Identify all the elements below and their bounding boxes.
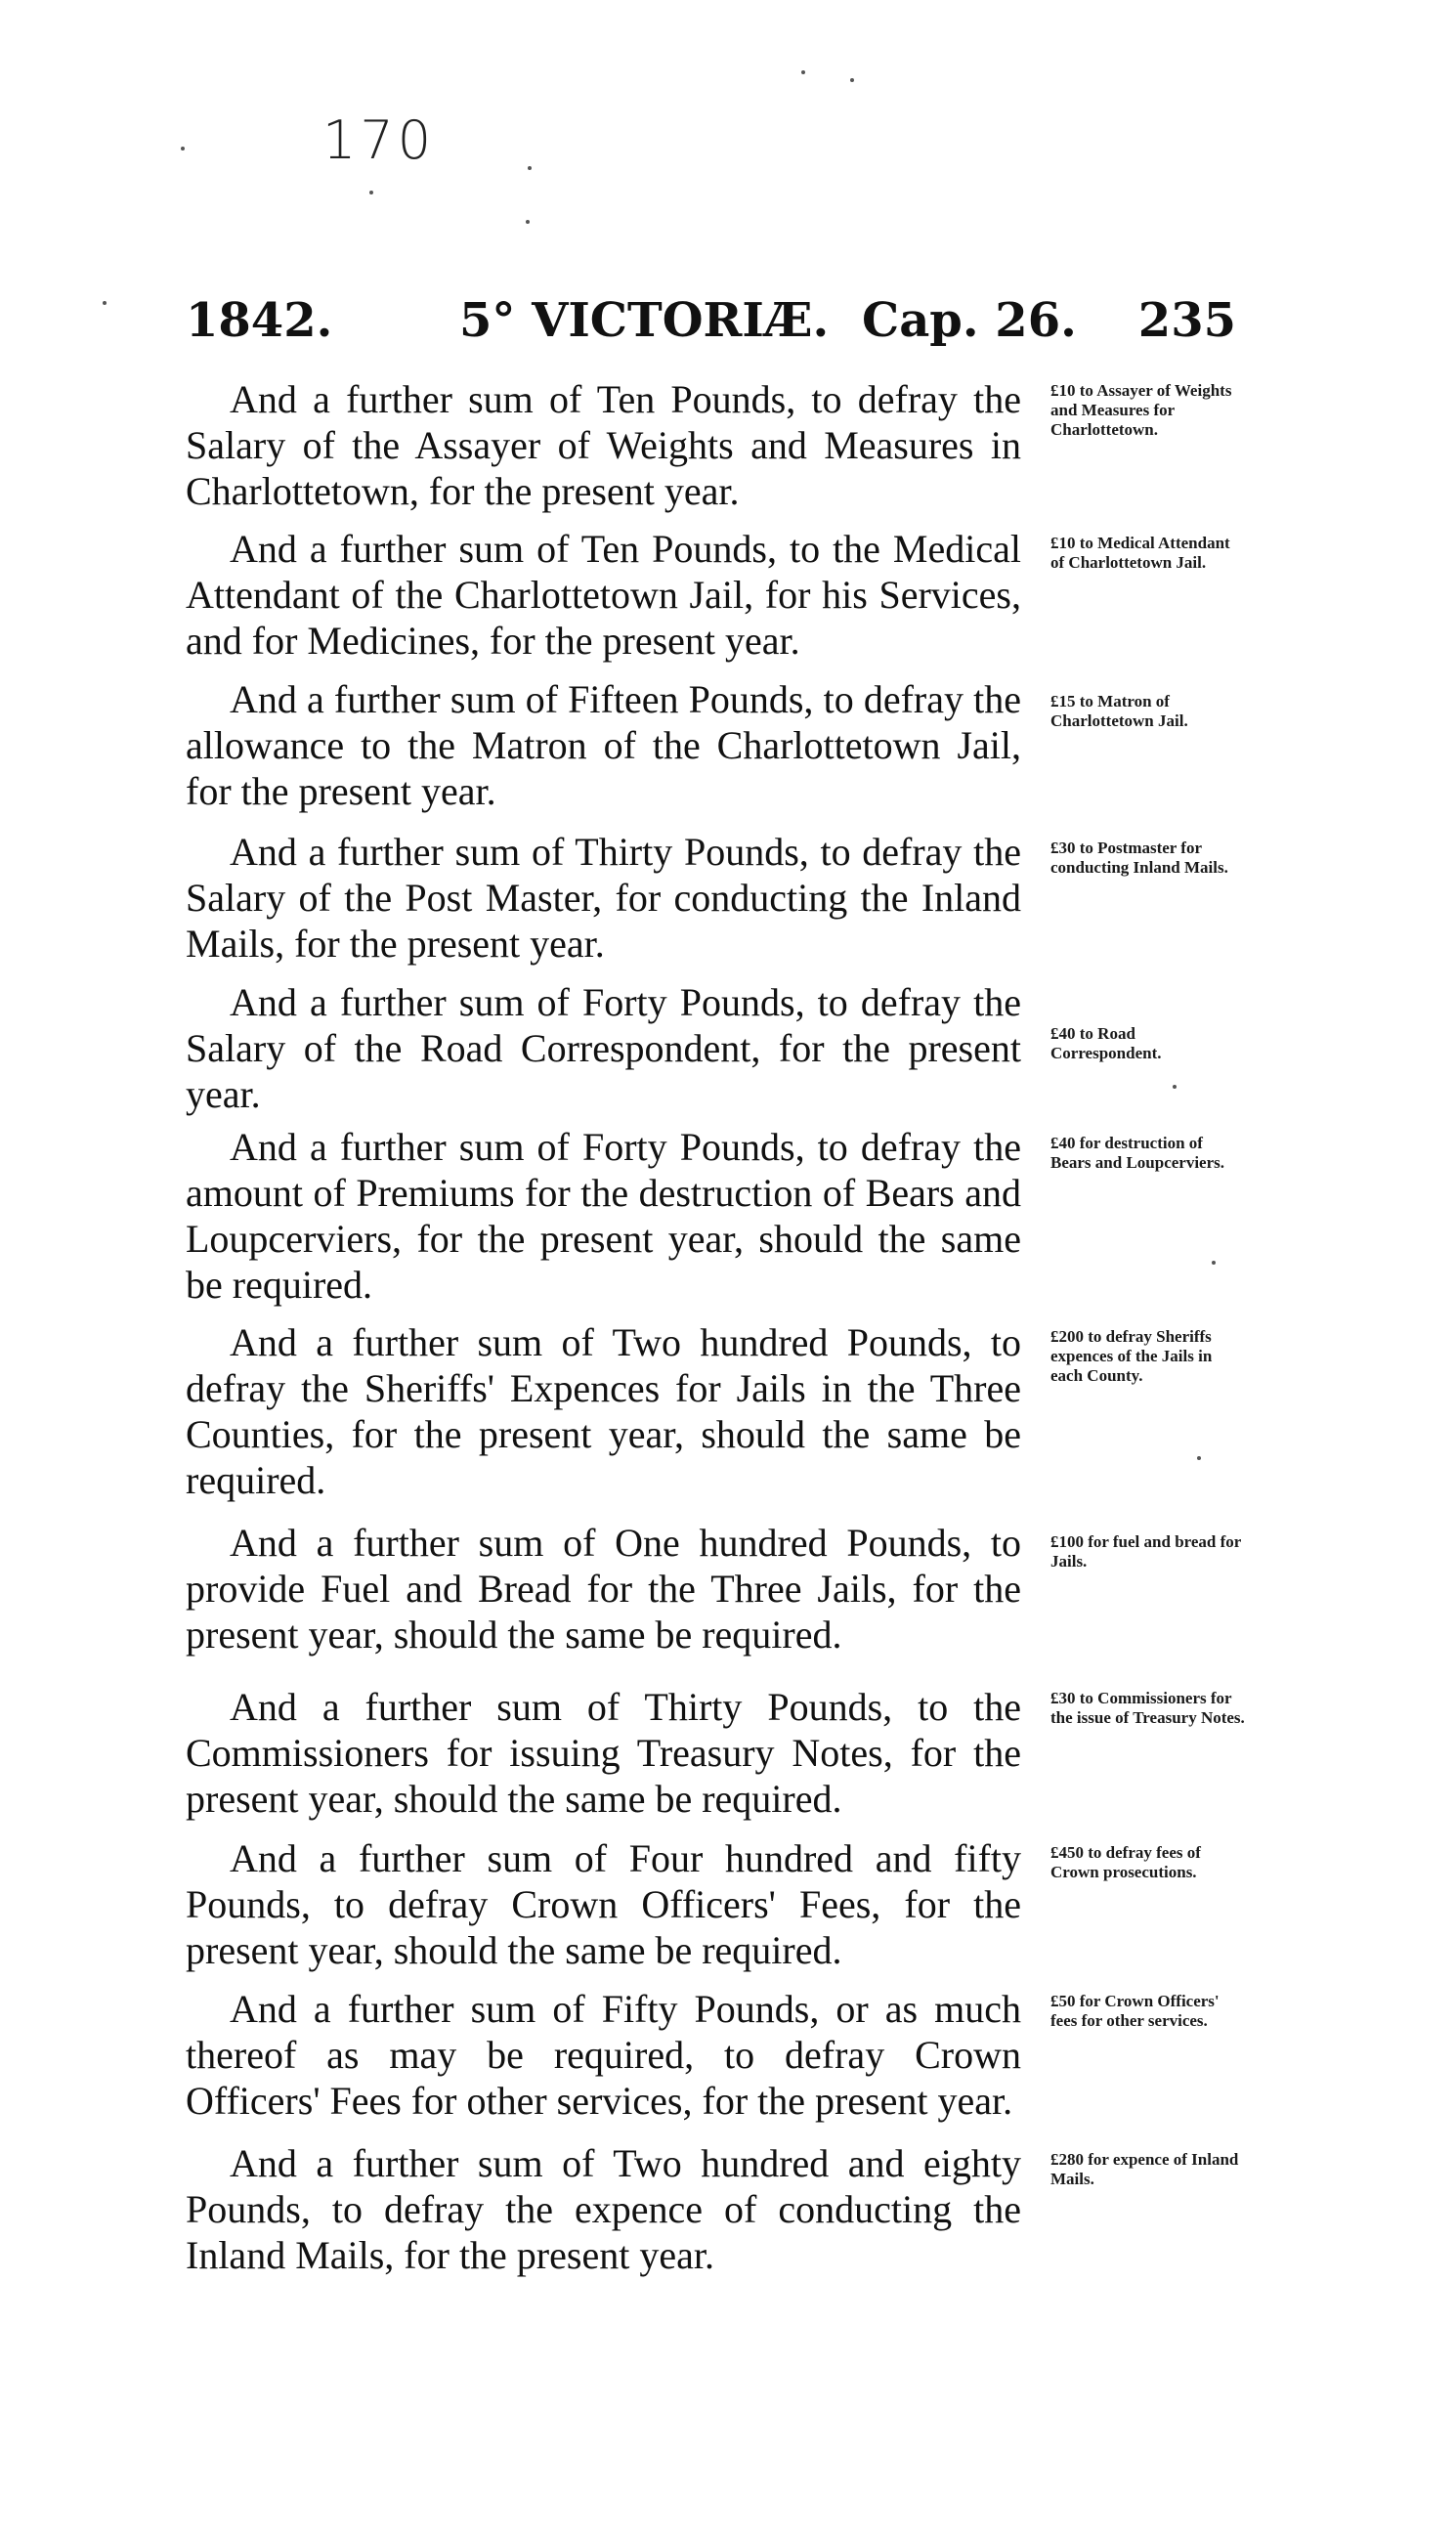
paragraph: And a further sum of One hundred Pounds, to provide Fuel and Bread for the Three Jails, for the present year, should the same be required. <box>186 1521 1021 1657</box>
paragraph: And a further sum of Fifteen Pounds, to defray the allowance to the Matron of the Charlottetown Jail, for the present year. <box>186 677 1021 813</box>
margin-note: £280 for expence of Inland Mails. <box>1050 2150 1239 2188</box>
paragraph: And a further sum of Thirty Pounds, to the Commissioners for issuing Treasury Notes, for the present year, should the same be required. <box>186 1685 1021 1821</box>
scan-speck <box>1212 1261 1216 1265</box>
header-year: 1842. <box>186 293 333 348</box>
scan-speck <box>526 220 530 224</box>
scan-speck <box>369 191 373 194</box>
margin-note: £50 for Crown Officers' fees for other services. <box>1050 1992 1220 2030</box>
header-chapter: Cap. 26. <box>862 293 1077 348</box>
paragraph: And a further sum of Thirty Pounds, to defray the Salary of the Post Master, for conducting the Inland Mails, for the present year. <box>186 830 1021 966</box>
scan-speck <box>1197 1456 1201 1460</box>
paragraph: And a further sum of Four hundred and fifty Pounds, to defray Crown Officers' Fees, for the present year, should the same be required. <box>186 1836 1021 1972</box>
scan-speck <box>850 78 854 82</box>
margin-note: £450 to defray fees of Crown prosecutions. <box>1050 1843 1201 1881</box>
margin-note: £30 to Postmaster for conducting Inland Mails. <box>1050 839 1228 877</box>
margin-note: £40 for destruction of Bears and Loupcerviers. <box>1050 1134 1225 1172</box>
paragraph: And a further sum of Forty Pounds, to defray the amount of Premiums for the destruction of Bears and Loupcerviers, for the present year, should the same be required. <box>186 1125 1021 1307</box>
margin-note: £10 to Medical Attendant of Charlottetown Jail. <box>1050 534 1230 572</box>
scan-speck <box>1173 1085 1177 1089</box>
header-title: 5° VICTORIÆ. <box>459 293 830 348</box>
handwritten-page-number: 170 <box>322 109 436 171</box>
paragraph: And a further sum of Ten Pounds, to the Medical Attendant of the Charlottetown Jail, for his Services, and for Medicines, for the present year. <box>186 527 1021 663</box>
scan-speck <box>528 166 532 170</box>
scan-speck <box>181 147 185 151</box>
margin-note: £10 to Assayer of Weights and Measures for Charlottetown. <box>1050 381 1232 439</box>
scan-speck <box>801 70 805 74</box>
paragraph: And a further sum of Two hundred and eighty Pounds, to defray the expence of conducting the Inland Mails, for the present year. <box>186 2141 1021 2277</box>
paragraph: And a further sum of Two hundred Pounds, to defray the Sheriffs' Expences for Jails in the Three Counties, for the present year, should the same be required. <box>186 1320 1021 1502</box>
paragraph: And a further sum of Ten Pounds, to defray the Salary of the Assayer of Weights and Measures in Charlottetown, for the present year. <box>186 377 1021 513</box>
paragraph: And a further sum of Fifty Pounds, or as much thereof as may be required, to defray Crown Officers' Fees for other services, for the present year. <box>186 1987 1021 2123</box>
paragraph: And a further sum of Forty Pounds, to defray the Salary of the Road Correspondent, for the present year. <box>186 980 1021 1116</box>
margin-note: £15 to Matron of Charlottetown Jail. <box>1050 692 1188 730</box>
margin-note: £200 to defray Sheriffs expences of the Jails in each County. <box>1050 1327 1213 1385</box>
margin-note: £100 for fuel and bread for Jails. <box>1050 1532 1242 1571</box>
margin-note: £30 to Commissioners for the issue of Treasury Notes. <box>1050 1689 1245 1727</box>
margin-note: £40 to Road Correspondent. <box>1050 1024 1162 1062</box>
header-page-number: 235 <box>1137 293 1236 348</box>
running-header <box>186 293 1236 352</box>
scan-speck <box>103 301 107 305</box>
